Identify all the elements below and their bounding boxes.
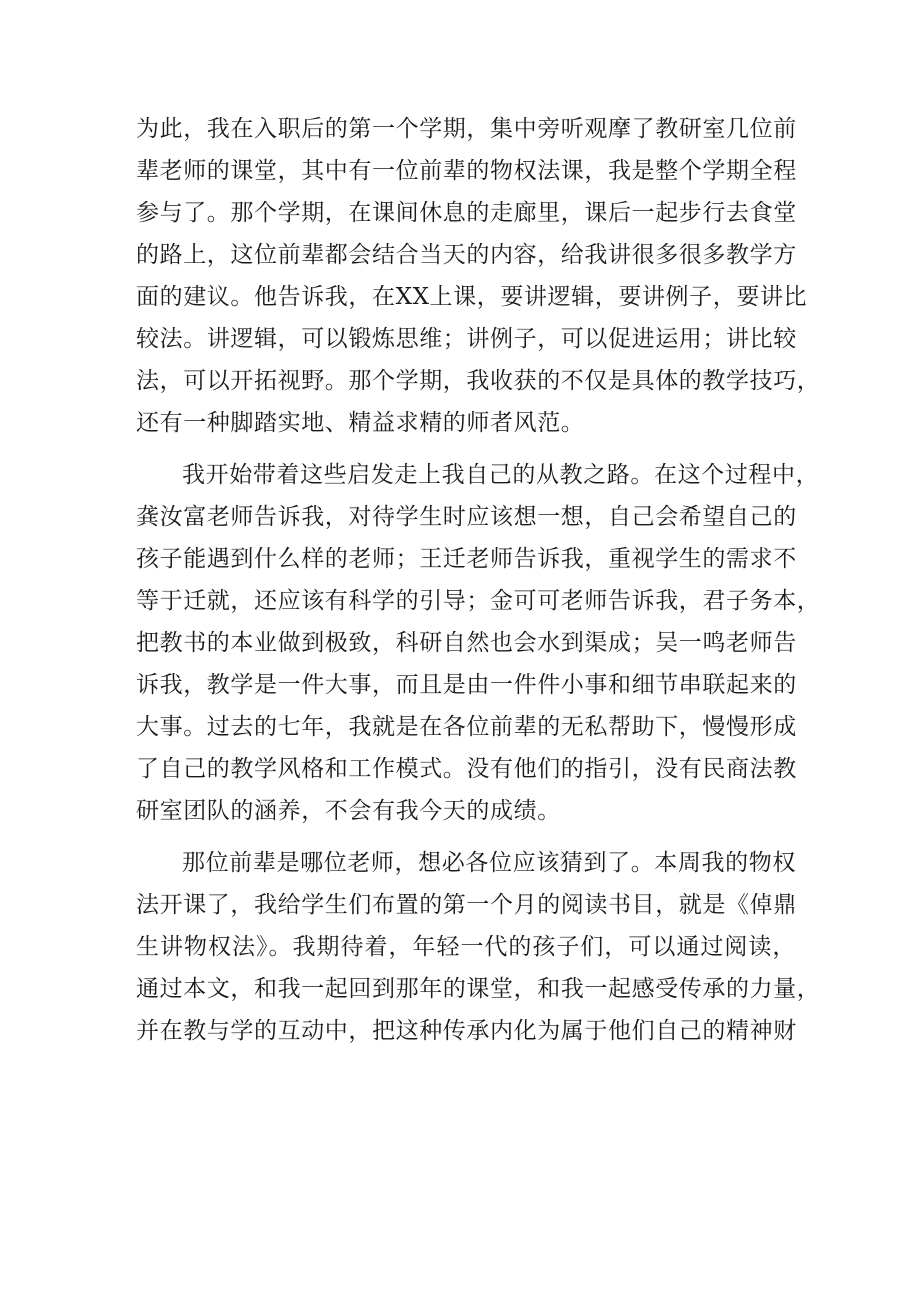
text-line: 通过本文，和我一起回到那年的课堂，和我一起感受传承的力量， xyxy=(136,976,821,1002)
text-line: 生讲物权法》。我期待着，年轻一代的孩子们，可以通过阅读， xyxy=(136,934,796,960)
text-line: 法开课了，我给学生们布置的第一个月的阅读书目，就是《倬鼎 xyxy=(136,892,797,918)
text-line: 法，可以开拓视野。那个学期，我收获的不仅是具体的教学技巧， xyxy=(136,368,821,394)
paragraph-2 xyxy=(136,454,821,832)
text-line: 我开始带着这些启发走上我自己的从教之路。在这个过程中， xyxy=(182,462,820,488)
text-line: 还有一种脚踏实地、精益求精的师者风范。 xyxy=(136,410,585,436)
text-line: 那位前辈是哪位老师，想必各位应该猜到了。本周我的物权 xyxy=(182,850,796,876)
text-line: 较法。讲逻辑，可以锻炼思维；讲例子，可以促进运用；讲比较 xyxy=(136,326,797,352)
document-body xyxy=(136,108,821,1062)
text-line: 等于迁就，还应该有科学的引导；金可可老师告诉我，君子务本， xyxy=(136,588,821,614)
text-line: 把教书的本业做到极致，科研自然也会水到渠成；吴一鸣老师告 xyxy=(136,630,797,656)
text-line: 面的建议。他告诉我，在XX上课，要讲逻辑，要讲例子，要讲比 xyxy=(136,284,808,310)
paragraph-3 xyxy=(136,842,821,1052)
text-line: 诉我，教学是一件大事，而且是由一件件小事和细节串联起来的 xyxy=(136,672,797,698)
text-line: 了自己的教学风格和工作模式。没有他们的指引，没有民商法教 xyxy=(136,756,797,782)
text-line: 参与了。那个学期，在课间休息的走廊里，课后一起步行去食堂 xyxy=(136,200,797,226)
text-line: 大事。过去的七年，我就是在各位前辈的无私帮助下，慢慢形成 xyxy=(136,714,797,740)
text-line: 研室团队的涵养，不会有我今天的成绩。 xyxy=(136,798,561,824)
text-line: 并在教与学的互动中，把这种传承内化为属于他们自己的精神财 xyxy=(136,1018,797,1044)
text-line: 辈老师的课堂，其中有一位前辈的物权法课，我是整个学期全程 xyxy=(136,158,797,184)
text-line: 的路上，这位前辈都会结合当天的内容，给我讲很多很多教学方 xyxy=(136,242,797,268)
paragraph-1 xyxy=(136,108,821,444)
text-line: 为此，我在入职后的第一个学期，集中旁听观摩了教研室几位前 xyxy=(136,116,797,142)
text-line: 龚汝富老师告诉我，对待学生时应该想一想，自己会希望自己的 xyxy=(136,504,797,530)
text-line: 孩子能遇到什么样的老师；王迁老师告诉我，重视学生的需求不 xyxy=(136,546,797,572)
